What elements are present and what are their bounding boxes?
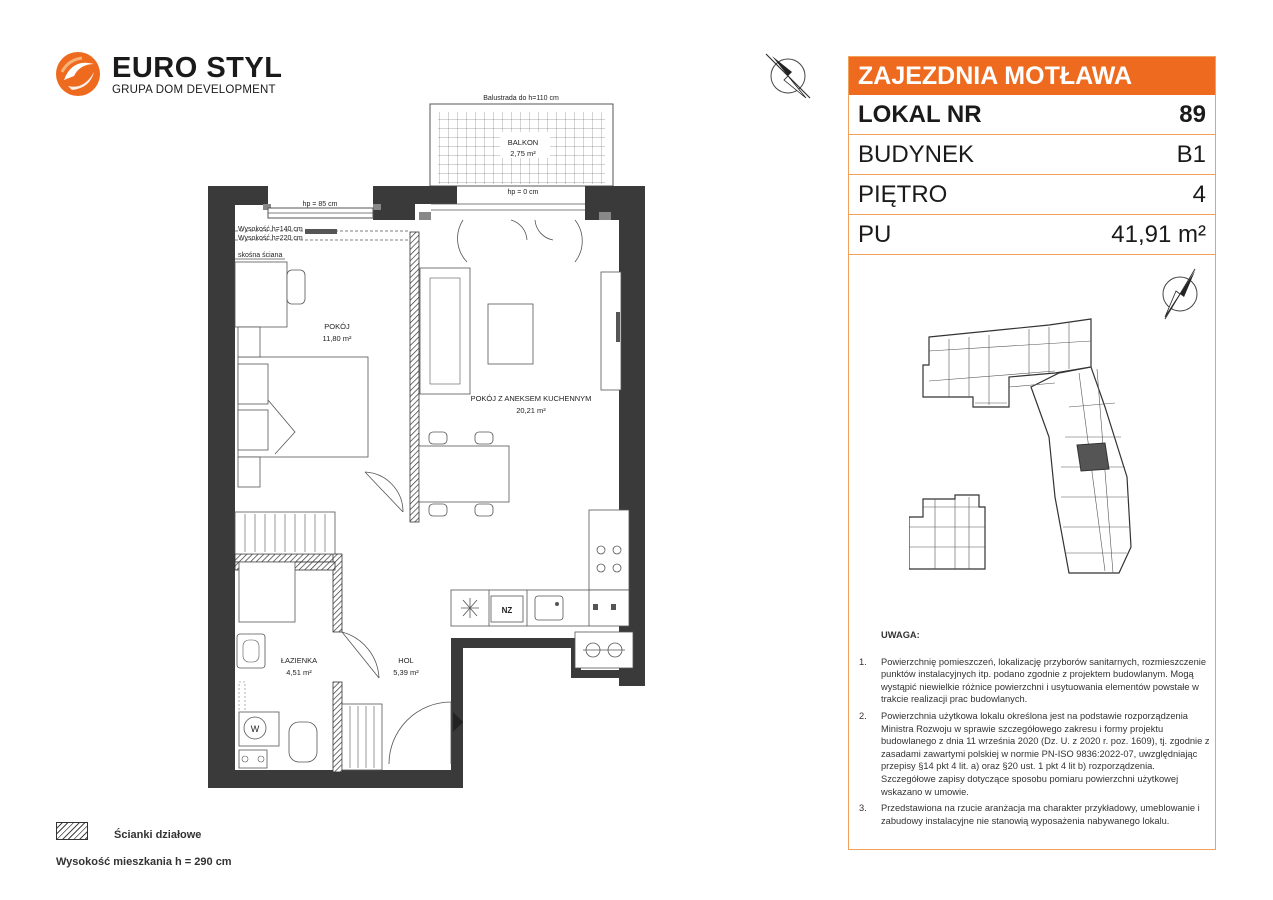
note-text: Przedstawiona na rzucie aranżacja ma charakter przykładowy, umeblowanie i zabudowy instalacyjne nie stanowią wyposażenia nabywanego lokalu. xyxy=(881,803,1200,826)
note-item xyxy=(859,802,1211,827)
legend-partition-label: Ścianki działowe xyxy=(114,829,202,841)
washbasin xyxy=(237,634,265,668)
unit-value: 89 xyxy=(1179,101,1206,128)
euro-styl-logo-icon xyxy=(54,50,102,98)
room1-area: 11,80 m² xyxy=(322,334,352,343)
site-compass-icon xyxy=(1151,265,1209,323)
area-label: PU xyxy=(858,221,892,248)
floor-label: PIĘTRO xyxy=(858,181,948,208)
unit-label: LOKAL NR xyxy=(858,101,982,128)
hall-area: 5,39 m² xyxy=(393,668,419,677)
bath-area: 4,51 m² xyxy=(286,668,312,677)
area-value: 41,91 m² xyxy=(1111,221,1206,248)
apartment-height-label: Wysokość mieszkania h = 290 cm xyxy=(56,856,232,868)
site-plan-key xyxy=(909,307,1159,587)
info-row-area xyxy=(849,215,1215,255)
compass-icon xyxy=(762,50,814,102)
note-item xyxy=(859,710,1211,798)
project-title: ZAJEZDNIA MOTŁAWA xyxy=(849,57,1215,95)
hp-85-label: hp = 85 cm xyxy=(302,201,338,208)
partition-wall xyxy=(333,682,342,772)
partition-wall xyxy=(235,554,335,562)
note-text: Powierzchnia użytkowa lokalu określona jest na podstawie rozporządzenia Ministra Rozwoju w sprawie szczegółowego zakresu i formy projektu budowlanego z dnia 11 września 2020 (Dz. U. z 2020 r. poz. 1609), tj. zgodnie z zasadami zawartymi polskiej w normie PN-ISO 9836:2022-07, uwzględniając przepisy §14 pkt 4 lit. a) oraz §20 ust. 1 pkt 4 lit b) rozporządzenia. Szczegółowe zapisy dotyczące sposobu pomiaru powierzchni użytkowej wskazano w umowie. xyxy=(881,710,1210,797)
balcony-area: 2,75 m² xyxy=(510,149,536,158)
sink xyxy=(535,596,563,620)
hall-wardrobe xyxy=(342,704,382,770)
notes-section xyxy=(859,629,1211,831)
dining-table xyxy=(419,446,509,502)
room2-area: 20,21 m² xyxy=(516,406,546,415)
desk-chair xyxy=(287,270,305,304)
balcony-name: BALKON xyxy=(507,138,539,147)
bath-name: ŁAZIENKA xyxy=(280,656,318,665)
hp-0-label: hp = 0 cm xyxy=(507,189,539,196)
note-number: 1. xyxy=(859,656,867,667)
floor-value: 4 xyxy=(1192,181,1206,208)
height-220-label: Wysokość h=220 cm xyxy=(238,235,303,242)
notes-title: UWAGA: xyxy=(881,630,920,640)
partition-wall xyxy=(410,232,419,522)
floor-plan xyxy=(205,92,655,792)
building-value: B1 xyxy=(1176,141,1206,168)
hall-name: HOL xyxy=(398,656,414,665)
room2-name: POKÓJ Z ANEKSEM KUCHENNYM xyxy=(470,394,592,403)
note-text: Powierzchnię pomieszczeń, lokalizację przyborów sanitarnych, rozmieszczenie punktów instalacyjnych itp. podano zgodnie z projektem budowlanym. Mogą wystąpić niewielkie różnice powierzchni i usytuowania elementów powstałe w trakcie realizacji prac budowlanych. xyxy=(881,656,1207,705)
toilet xyxy=(289,722,317,762)
kitchen-counter-vertical xyxy=(589,510,629,590)
brand-name: EURO STYL xyxy=(112,52,283,84)
note-number: 3. xyxy=(859,803,867,814)
balustrade-label: Balustrada do h=110 cm xyxy=(483,95,559,102)
washer-label: W xyxy=(250,724,260,734)
desk xyxy=(235,262,287,327)
info-row-building xyxy=(849,135,1215,175)
note-number: 2. xyxy=(859,710,867,721)
info-row-unit xyxy=(849,95,1215,135)
partition-hatch-swatch xyxy=(56,822,88,840)
highlighted-unit xyxy=(1077,443,1109,471)
apartment-info-panel xyxy=(848,56,1216,850)
note-item xyxy=(859,656,1211,706)
info-row-floor xyxy=(849,175,1215,215)
brand-subtitle: GRUPA DOM DEVELOPMENT xyxy=(112,84,276,96)
building-label: BUDYNEK xyxy=(858,141,975,168)
sloped-wall-label: skośna ściana xyxy=(238,252,283,259)
height-140-label: Wysokość h=140 cm xyxy=(238,226,303,233)
bathtub-shower xyxy=(239,562,295,622)
fridge-label: NZ xyxy=(501,606,513,615)
coffee-table xyxy=(488,304,533,364)
room1-name: POKÓJ xyxy=(324,322,350,331)
